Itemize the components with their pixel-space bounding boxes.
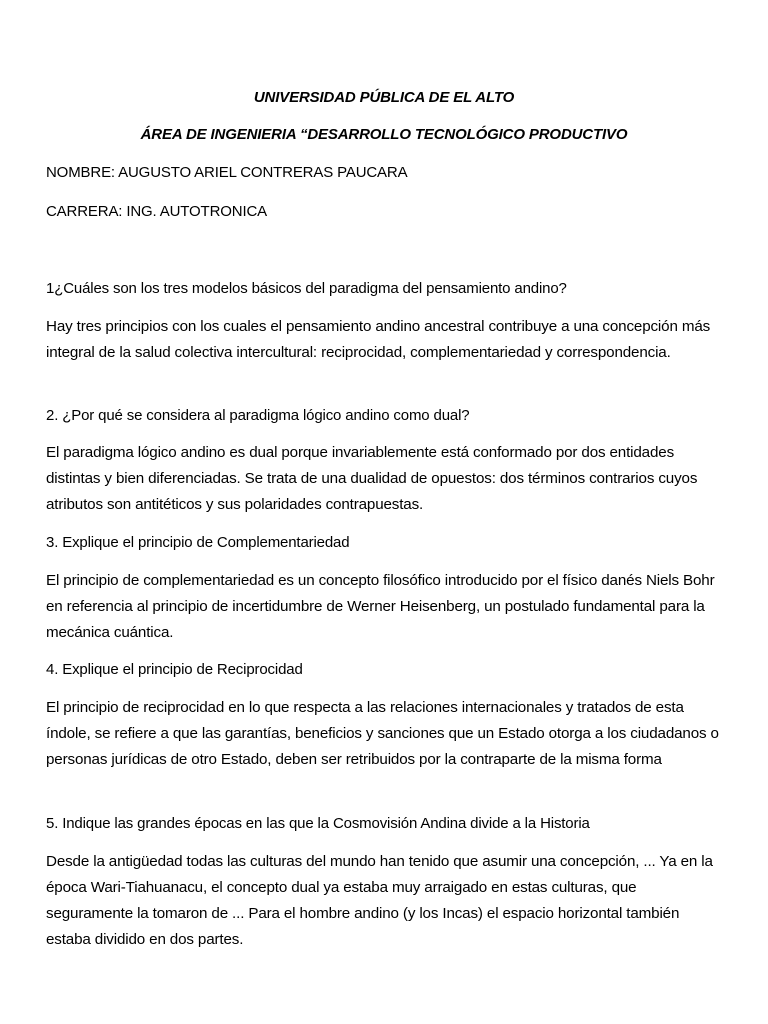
question-2: 2. ¿Por qué se considera al paradigma lógico andino como dual? (46, 407, 470, 424)
question-5: 5. Indique las grandes épocas en las que la Cosmovisión Andina divide a la Historia (46, 815, 590, 832)
student-name: NOMBRE: AUGUSTO ARIEL CONTRERAS PAUCARA (46, 164, 408, 181)
question-3: 3. Explique el principio de Complementariedad (46, 534, 350, 551)
answer-3: El principio de complementariedad es un concepto filosófico introducido por el físico danés Niels Bohr en referencia al principio de incertidumbre de Werner Heisenberg, un postulado fundamental para la mecánica cuántica. (46, 572, 715, 641)
area-title: ÁREA DE INGENIERIA “DESARROLLO TECNOLÓGICO PRODUCTIVO (140, 126, 628, 143)
answer-1: Hay tres principios con los cuales el pensamiento andino ancestral contribuye a una concepción más integral de la salud colectiva intercultural: reciprocidad, complementariedad y correspondencia. (46, 318, 711, 361)
answer-5: Desde la antigüedad todas las culturas del mundo han tenido que asumir una concepción, ... Ya en la época Wari-Tiahuanacu, el concepto dual ya estaba muy arraigado en estas culturas, que seguramente la tomaron de ... Para el hombre andino (y los Incas) el espacio horizontal también estaba dividido en dos partes. (46, 853, 713, 948)
answer-2: El paradigma lógico andino es dual porque invariablemente está conformado por dos entidades distintas y bien diferenciadas. Se trata de una dualidad de opuestos: dos términos contrarios cuyos atributos son antitéticos y sus polaridades contrapuestas. (46, 444, 698, 513)
university-title: UNIVERSIDAD PÚBLICA DE EL ALTO (253, 89, 515, 106)
question-4: 4. Explique el principio de Reciprocidad (46, 661, 303, 678)
career: CARRERA: ING. AUTOTRONICA (46, 203, 268, 220)
question-1: 1¿Cuáles son los tres modelos básicos del paradigma del pensamiento andino? (46, 280, 567, 297)
answer-4: El principio de reciprocidad en lo que respecta a las relaciones internacionales y tratados de esta índole, se refiere a que las garantías, beneficios y sanciones que un Estado otorga a los ciudadanos o personas jurídicas de otro Estado, deben ser retribuidos por la contraparte de la misma forma (46, 699, 719, 768)
